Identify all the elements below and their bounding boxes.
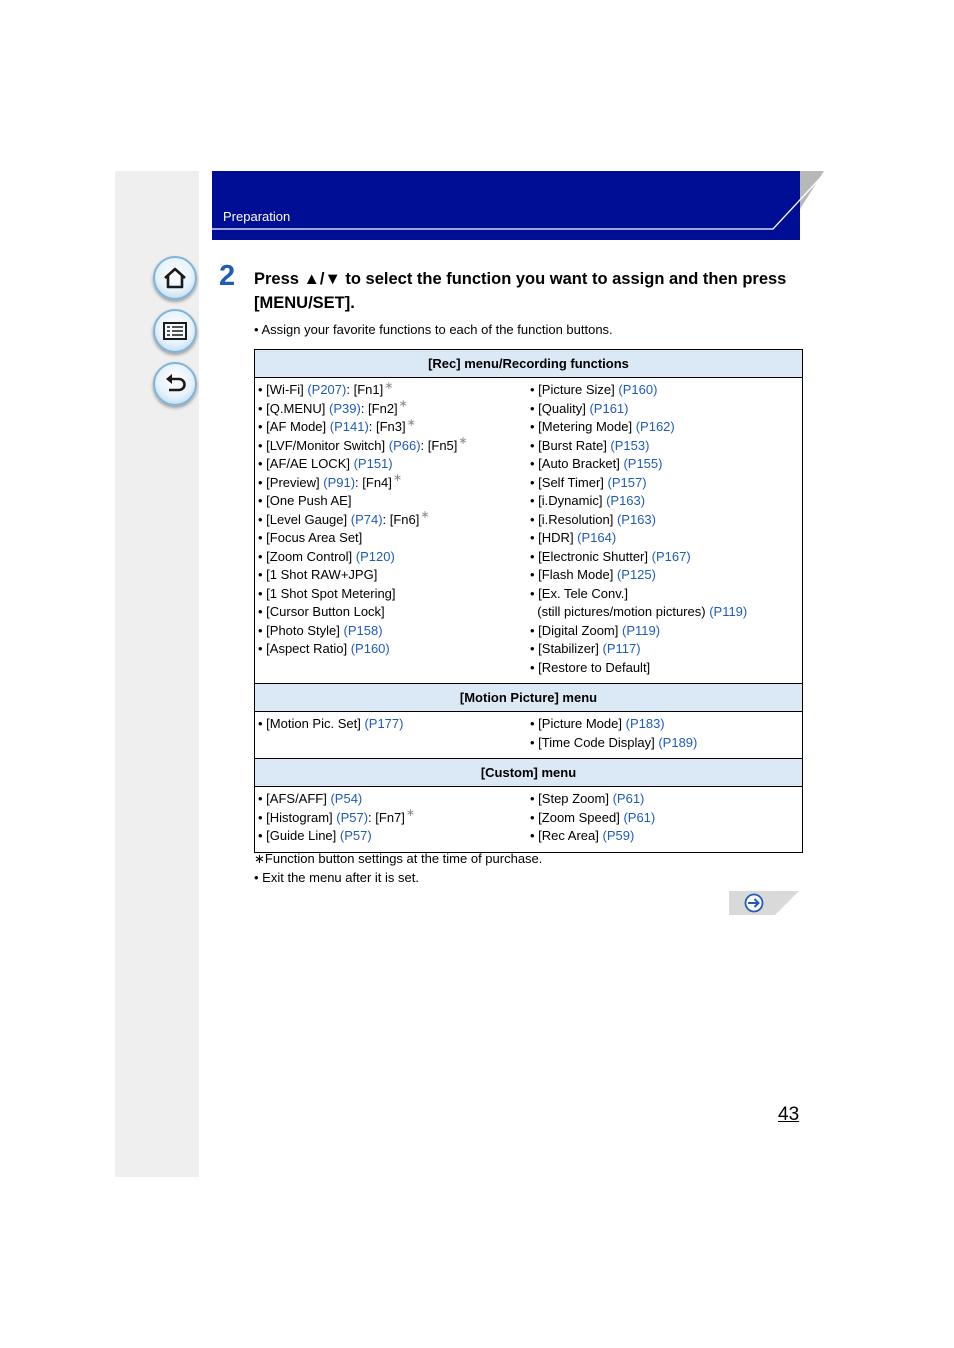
menu-list-button[interactable] [153,309,197,353]
function-name: [Focus Area Set] [266,530,363,545]
function-list-item [258,566,530,585]
function-name: [Electronic Shutter] [538,548,652,564]
function-name: [Motion Pic. Set] [266,716,365,731]
function-list-item [258,437,530,456]
page-reference-link[interactable]: (P117) [602,641,641,656]
function-list-item [530,585,802,604]
menu-list-icon [162,318,188,344]
page-reference-link[interactable]: (P119) [709,604,748,619]
function-name: [Flash Mode] [538,567,617,582]
function-list-item [258,640,530,659]
function-list-item [530,437,802,456]
function-name: [Step Zoom] [538,791,613,806]
page-reference-link[interactable]: (P160) [618,382,658,397]
function-list-item [530,529,802,548]
function-list-item [258,400,530,419]
function-list-item [530,418,802,437]
page-reference-link[interactable]: (P163) [606,493,646,508]
page-reference-link[interactable]: (P119) [621,622,661,638]
page-reference-link[interactable]: (P167) [651,548,691,564]
function-name: [Histogram] [266,809,337,825]
page-reference-link[interactable]: (P39) [329,400,361,416]
function-list-item [530,474,802,493]
function-list-item [530,734,802,753]
page-reference-link[interactable]: (P158) [343,622,383,638]
function-list-item [258,418,530,437]
function-name: [Level Gauge] [266,511,351,527]
function-button-assignment: : [Fn3] [368,419,406,434]
page-reference-link[interactable]: (P54) [330,791,363,806]
table-section-heading: [Motion Picture] menu [255,684,803,712]
function-name: [Digital Zoom] [538,622,622,638]
function-list-item [530,640,802,659]
function-name: [Auto Bracket] [538,456,624,471]
step-instruction: Press ▲/▼ to select the function you want to assign and then press [MENU/SET]. [254,270,787,312]
function-name: [Self Timer] [538,474,608,490]
page-reference-link[interactable]: (P177) [364,716,404,731]
function-list-item [530,827,802,846]
back-icon [162,371,188,397]
function-name: [Picture Size] [538,382,619,397]
page-reference-link[interactable]: (P164) [577,530,617,545]
page-reference-link[interactable]: (P151) [353,456,393,471]
footnote-text: ∗Function button settings at the time of purchase. [254,851,543,866]
section-label: Preparation [223,209,291,224]
function-list-item [530,400,802,419]
page-reference-link[interactable]: (P57) [336,809,369,825]
function-name: [Rec Area] [538,828,603,843]
page-reference-link[interactable]: (P59) [602,828,635,843]
function-button-assignment: : [Fn1] [346,382,384,397]
function-name: [Preview] [266,474,324,490]
function-name: (still pictures/motion pictures) [537,604,710,619]
function-name: [Zoom Control] [266,548,356,564]
page-reference-link[interactable]: (P155) [623,456,663,471]
function-list-item [258,715,530,734]
function-name: [Quality] [538,400,590,416]
page-reference-link[interactable]: (P66) [388,437,421,453]
function-list-item [530,566,802,585]
function-name: [Time Code Display] [538,734,659,750]
page-reference-link[interactable]: (P157) [607,474,647,490]
function-list-item [530,492,802,511]
page-reference-link[interactable]: (P162) [635,419,675,434]
back-button[interactable] [153,362,197,406]
footnote-mark: ∗ [384,379,394,392]
function-list [530,790,802,846]
function-list-item [258,603,530,622]
function-name: [AFS/AFF] [266,791,331,806]
function-button-assignment: : [Fn2] [360,400,398,416]
function-name: [Photo Style] [266,622,344,638]
function-name: [Ex. Tele Conv.] [538,585,629,601]
function-list-item [258,529,530,548]
page-reference-link[interactable]: (P160) [350,641,390,656]
function-name: [One Push AE] [266,493,352,508]
page-reference-link[interactable]: (P141) [329,419,369,434]
home-button[interactable] [153,256,197,300]
function-list [258,381,530,659]
next-arrow-icon [746,895,763,912]
step-number: 2 [219,260,236,292]
page-reference-link[interactable]: (P189) [658,734,698,750]
function-name: [1 Shot Spot Metering] [266,585,396,601]
function-list-item [258,790,530,809]
function-list [258,715,530,734]
function-name: [Metering Mode] [538,419,636,434]
page-reference-link[interactable]: (P125) [616,567,656,582]
function-name: [AF Mode] [266,419,330,434]
function-list-item [530,455,802,474]
function-name: [i.Dynamic] [538,493,607,508]
section-header-banner [212,171,824,240]
footnotes [254,849,542,887]
function-list-item [258,827,530,846]
function-list-item [258,455,530,474]
function-list-item [530,548,802,567]
function-list-item [258,511,530,530]
function-list [530,381,802,677]
function-list-item [530,790,802,809]
page-reference-link[interactable]: (P153) [610,437,650,453]
function-name: [Wi-Fi] [266,382,308,397]
function-name: [Restore to Default] [538,659,651,675]
function-list-item [258,809,530,828]
function-name: [AF/AE LOCK] [266,456,354,471]
bullet-note: • Assign your favorite functions to each of the function buttons. [254,322,613,337]
function-list [258,790,530,846]
function-button-assignment: : [Fn6] [382,511,420,527]
function-list [530,715,802,752]
page-reference-link[interactable]: (P91) [323,474,356,490]
function-table [254,349,803,853]
function-list-item [530,511,802,530]
function-name: [Picture Mode] [538,716,626,731]
function-list-item [258,492,530,511]
function-list-item [258,474,530,493]
exit-note: • Exit the menu after it is set. [254,870,419,885]
function-list-item [258,381,530,400]
function-name: [HDR] [538,530,578,545]
function-list-item [530,622,802,641]
function-list-item [258,548,530,567]
function-name: [Zoom Speed] [538,809,624,825]
page-reference-link[interactable]: (P207) [307,382,347,397]
function-list-item [530,659,802,678]
function-list-item [530,715,802,734]
footnote-mark: ∗ [406,416,416,429]
function-name: [Burst Rate] [538,437,611,453]
page-reference-link[interactable]: (P161) [589,400,629,416]
function-name: [Aspect Ratio] [266,641,351,656]
function-name: [1 Shot RAW+JPG] [266,567,378,582]
function-button-assignment: : [Fn7] [368,809,405,825]
function-name: [Cursor Button Lock] [266,604,385,619]
next-page-button[interactable] [729,891,799,915]
footnote-mark: ∗ [405,807,416,820]
page-reference-link[interactable]: (P57) [339,828,372,843]
footnote-mark: ∗ [420,509,430,522]
home-icon [162,265,188,291]
function-button-assignment: : [Fn5] [420,437,458,453]
page-reference-link[interactable]: (P120) [355,548,395,564]
page-reference-link[interactable]: (P61) [623,809,656,825]
page-number: 43 [778,1104,800,1125]
footnote-mark: ∗ [392,472,403,485]
footnote-mark: ∗ [458,435,468,448]
function-button-assignment: : [Fn4] [355,474,392,490]
function-name: [Q.MENU] [266,400,330,416]
footnote-mark: ∗ [398,398,408,411]
function-name: [LVF/Monitor Switch] [266,437,389,453]
table-section-heading: [Rec] menu/Recording functions [255,350,803,378]
function-list-item [258,585,530,604]
page-reference-link[interactable]: (P61) [612,791,645,806]
function-list-item [258,622,530,641]
function-list-item [530,381,802,400]
function-name: [Guide Line] [266,828,340,843]
page-reference-link[interactable]: (P163) [616,511,656,527]
page-reference-link[interactable]: (P183) [625,716,665,731]
function-list-item [530,603,802,622]
page-reference-link[interactable]: (P74) [350,511,383,527]
function-list-item [530,809,802,828]
function-name: [Stabilizer] [538,641,603,656]
function-name: [i.Resolution] [538,511,617,527]
table-section-heading: [Custom] menu [255,759,803,787]
